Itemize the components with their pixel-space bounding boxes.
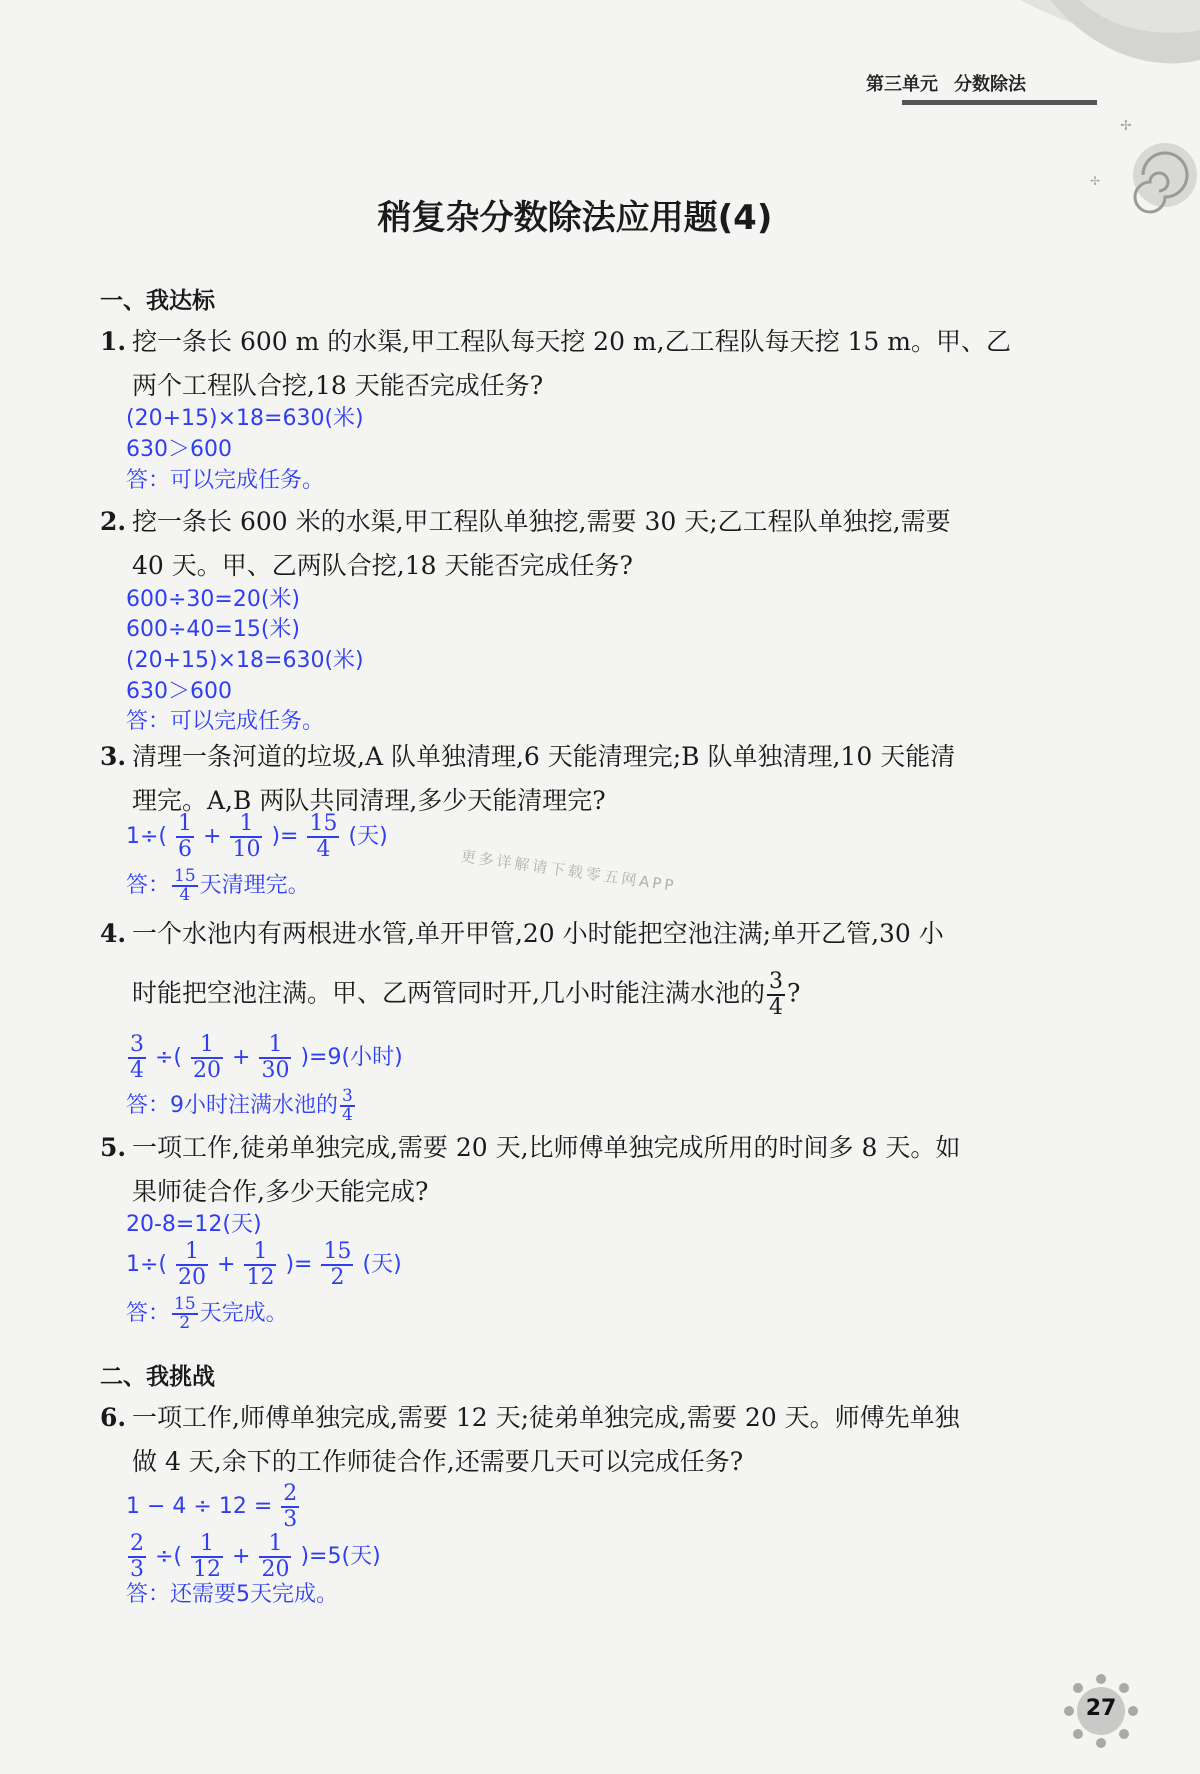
denominator: 30 [261,1058,290,1083]
question-text-line: 40 天。甲、乙两队合挖,18 天能否完成任务? [132,551,633,580]
question-1 [100,320,1065,408]
header-rule [902,100,1097,105]
answer-line: 600÷30=20(米) [126,587,301,612]
numerator: 3 [342,1086,353,1106]
fraction [340,1088,355,1124]
question-text: ? [786,978,801,1008]
numerator: 2 [130,1531,144,1556]
denominator: 20 [193,1058,222,1083]
answer-line: (20+15)×18=630(米) [126,648,364,673]
question-number: 6. [100,1403,127,1432]
fraction [191,1532,223,1582]
plus-sign: + [232,1544,251,1569]
numerator: 2 [283,1481,298,1506]
question-text-line: 理完。A,B 两队共同清理,多少天能清理完? [132,786,606,815]
question-text-line: 一个水池内有两根进水管,单开甲管,20 小时能把空池注满;单开乙管,30 小 [132,919,944,948]
plus-sign: + [203,824,222,849]
question-text-line: 两个工程队合挖,18 天能否完成任务? [132,371,544,400]
numerator: 1 [259,1532,291,1558]
question-text-line [100,970,1065,1020]
numerator: 15 [174,866,196,886]
numerator: 1 [244,1240,276,1266]
denominator: 20 [178,1265,207,1290]
unit-text: (天) [362,1252,402,1277]
answer-line [126,1088,357,1124]
numerator: 1 [176,1240,208,1266]
fraction [128,1532,146,1582]
numerator: 1 [191,1033,223,1059]
denominator: 4 [179,885,191,905]
fraction [307,812,339,862]
formula-text: )= [271,824,299,849]
formula-text: 1÷( [126,1252,168,1277]
numerator: 15 [323,1239,352,1264]
denominator: 6 [178,837,193,862]
fraction [230,812,262,862]
numerator: 1 [178,811,193,836]
question-text: 时能把空池注满。甲、乙两管同时开,几小时能注满水池的 [132,978,765,1008]
numerator: 1 [191,1532,223,1558]
denominator: 4 [316,837,331,862]
formula-text: 1÷( [126,824,168,849]
question-text-line: 一项工作,师傅单独完成,需要 12 天;徒弟单独完成,需要 20 天。师傅先单独 [132,1403,960,1432]
answer-formula [126,1033,403,1083]
question-text-line: 一项工作,徒弟单独完成,需要 20 天,比师傅单独完成所用的时间多 8 天。如 [132,1133,961,1162]
fraction [128,1033,146,1083]
question-number: 1. [100,327,127,356]
answer-line: 答：可以完成任务。 [126,709,325,734]
fraction [176,1240,208,1290]
formula-text: )= [285,1252,313,1277]
page-header [866,70,1026,96]
answer-suffix: 天完成。 [199,1301,288,1326]
numerator: 15 [174,1294,196,1314]
fraction [172,868,198,904]
answer-line: 答：还需要5天完成。 [126,1582,338,1607]
answer-suffix: 天清理完。 [199,873,310,898]
denominator: 10 [232,837,261,862]
question-number: 4. [100,919,127,948]
question-number: 3. [100,742,127,771]
formula-text: )=5(天) [300,1544,381,1569]
question-text-line: 果师徒合作,多少天能完成? [132,1177,429,1206]
denominator: 3 [130,1557,144,1582]
answer-line: 答：可以完成任务。 [126,468,325,493]
denominator: 2 [330,1265,345,1290]
section-heading-1: 一、我达标 [100,288,215,314]
unit-text: (天) [348,824,388,849]
formula-text: ÷( [155,1045,183,1070]
plus-sign: + [217,1252,236,1277]
question-text-line: 挖一条长 600 米的水渠,甲工程队单独挖,需要 30 天;乙工程队单独挖,需要 [132,507,951,536]
answer-line: (20+15)×18=630(米) [126,406,364,431]
question-number: 2. [100,507,127,536]
numerator: 15 [309,811,338,836]
numerator: 1 [230,812,262,838]
numerator: 3 [130,1032,144,1057]
denominator: 20 [261,1557,290,1582]
fraction [176,812,194,862]
answer-formula [126,1482,301,1532]
numerator: 3 [768,969,783,994]
fraction [259,1532,291,1582]
question-2 [100,500,1065,588]
answer-prefix: 答： [126,1301,171,1326]
answer-line [126,868,310,904]
plus-sign: + [232,1045,251,1070]
answer-line: 630＞600 [126,679,232,704]
fraction [767,970,785,1020]
answer-formula [126,1240,402,1290]
denominator: 4 [130,1058,144,1083]
fraction [281,1482,299,1532]
answer-line: 630＞600 [126,437,232,462]
question-text-line: 清理一条河道的垃圾,A 队单独清理,6 天能清理完;B 队单独清理,10 天能清 [132,742,956,771]
answer-line: 600÷40=15(米) [126,617,301,642]
fraction [191,1033,223,1083]
question-number: 5. [100,1133,127,1162]
topic-label: 分数除法 [954,74,1026,95]
question-3 [100,735,1065,823]
denominator: 12 [246,1265,275,1290]
question-5 [100,1126,1065,1214]
answer-formula [126,812,388,862]
section-heading-2: 二、我挑战 [100,1364,215,1390]
answer-text: 答：9小时注满水池的 [126,1093,338,1118]
formula-text: ÷( [155,1544,183,1569]
denominator: 3 [283,1507,298,1532]
page-number: 27 [1085,1696,1117,1721]
fraction [321,1240,353,1290]
formula-text: 1 − 4 ÷ 12 = [126,1494,273,1519]
denominator: 12 [193,1557,222,1582]
formula-text: )=9(小时) [300,1045,403,1070]
answer-prefix: 答： [126,873,171,898]
question-4 [100,912,1065,1020]
svg-text:✢: ✢ [1090,174,1101,188]
fraction [172,1296,198,1332]
answer-formula [126,1532,381,1582]
unit-label: 第三单元 [866,74,938,95]
fraction [259,1033,291,1083]
fraction [244,1240,276,1290]
denominator: 4 [768,995,783,1020]
question-text-line: 做 4 天,余下的工作师徒合作,还需要几天可以完成任务? [132,1447,744,1476]
page-title: 稍复杂分数除法应用题(4) [377,198,773,238]
watermark: 更多详解请下载零五网APP [459,846,678,896]
denominator: 2 [179,1313,191,1333]
answer-line: 20-8=12(天) [126,1212,262,1237]
svg-text:✢: ✢ [1120,118,1132,134]
numerator: 1 [259,1033,291,1059]
denominator: 4 [342,1105,353,1125]
answer-line [126,1296,288,1332]
question-6 [100,1396,1065,1484]
question-text-line: 挖一条长 600 m 的水渠,甲工程队每天挖 20 m,乙工程队每天挖 15 m。甲、乙 [132,327,1011,356]
